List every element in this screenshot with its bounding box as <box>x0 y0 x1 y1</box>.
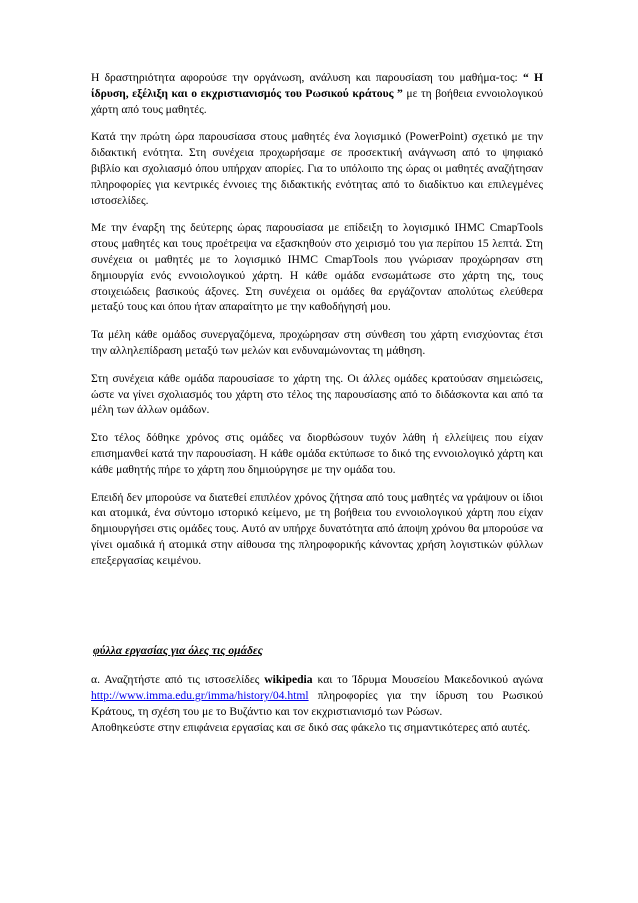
imma-history-link[interactable]: http://www.imma.edu.gr/imma/history/04.html <box>91 689 309 703</box>
paragraph-history-text: Επειδή δεν μπορούσε να διατεθεί επιπλέον χρόνος ζήτησα από τους μαθητές να γράψουν οι ίδιοι και ατομικά, ένα σύντομο ιστορικό κείμενο, με τη βοήθεια του εννοιολογικού χάρτη που είχαν δημιουργήσει στις ομάδες τους. Αυτό αν υπήρχε δυνατότητα από άποψη χρόνου θα μπορούσε να γίνει ομαδικά ή ατομικά στην αίθουσα της πληροφορικής κάνοντας χρήση λογιστικών φύλλων επεξεργασίας κειμένου. <box>91 490 543 567</box>
item-a-text-mid: και το Ίδρυμα Μουσείου Μακεδονικού αγώνα <box>312 673 543 687</box>
worksheet-title: φύλλα εργασίας για όλες τις ομάδες <box>93 643 263 657</box>
item-a-text-end: πληροφορίες για την ίδρυση του Ρωσικού Κράτους, τη σχέση του με το Βυζάντιο και τον εκχριστιανισμό των Ρώσων. <box>91 689 543 718</box>
document-page <box>91 70 543 736</box>
paragraph-corrections: Στο τέλος δόθηκε χρόνος στις ομάδες να διορθώσουν τυχόν λάθη ή ελλείψεις που είχαν επισημανθεί κατά την παρουσίαση. Η κάθε ομάδα εκτύπωσε το δικό της εννοιολογικό χάρτη και κάθε μαθητής πήρε το χάρτη που δημιούργησε με την ομάδα του. <box>91 431 543 476</box>
paragraph-group-collaboration: Τα μέλη κάθε ομάδος συνεργαζόμενα, προχώρησαν στη σύνθεση του χάρτη ενισχύοντας έτσι την αλληλεπίδραση μεταξύ των μελών και ενδυναμώνοντας τη μάθηση. <box>91 328 543 357</box>
worksheet-item-a <box>91 672 543 719</box>
paragraph-group-presentation: Στη συνέχεια κάθε ομάδα παρουσίασε το χάρτη της. Οι άλλες ομάδες κρατούσαν σημειώσεις, ώστε να γίνει σχολιασμός του χάρτη στο τέλος της παρουσίασης από το διδάσκοντα και από τα μέλη των άλλων ομάδων. <box>91 371 543 417</box>
wikipedia-label: wikipedia <box>264 673 313 687</box>
paragraph-second-hour: Με την έναρξη της δεύτερης ώρας παρουσίασα με επίδειξη το λογισμικό IHMC CmapTools στους μαθητές και τους προέτρεψα να εξασκηθούν στο χειρισμό του για περίπου 15 λεπτά. Στη συνέχεια οι μαθητές με το λογισμικό IHMC CmapTools που γνώρισαν προχώρησαν στη δημιουργία ενός εννοιολογικού χάρτη. Η κάθε ομάδα ενσωμάτωσε στο χάρτη της, τους στοιχειώδεις βασικούς άξονες. Στη συνέχεια οι ομάδες θα εργάζονταν απολύτως ελεύθερα μεταξύ τους και όπου ήταν απαραίτητο με την καθοδήγησή μου. <box>91 221 543 314</box>
item-a-text: α. Αναζητήστε από τις ιστοσελίδες <box>91 673 265 687</box>
lesson-title: “ Η ίδρυση, εξέλιξη και ο εκχριστιανισμός του Ρωσικού κράτους ” <box>91 71 543 100</box>
paragraph-first-hour: Κατά την πρώτη ώρα παρουσίασα στους μαθητές ένα λογισμικό (PowerPoint) σχετικό με την διδακτική ενότητα. Στη συνέχεια προχωρήσαμε σε προσεκτική ανάγνωση από το ψηφιακό βιβλίο και σχολιασμό όπου υπήρχαν απορίες. Για το υπόλοιπο της ώρας οι μαθητές αναζήτησαν πληροφορίες για κεντρικές έννοιες της διδακτικής ενότητας από το διαδίκτυο και επιλεγμένες ιστοσελίδες. <box>91 130 543 207</box>
paragraph-intro <box>91 70 543 117</box>
intro-text-end: με τη βοήθεια εννοιολογικού χάρτη από τους μαθητές. <box>91 86 543 116</box>
intro-text: Η δραστηριότητα αφορούσε την οργάνωση, ανάλυση και παρουσίαση του μαθήμα-τος: <box>91 71 523 84</box>
worksheet-save-instruction: Αποθηκεύστε στην επιφάνεια εργασίας και σε δικό σας φάκελο τις σημαντικότερες από αυτές. <box>91 720 531 734</box>
